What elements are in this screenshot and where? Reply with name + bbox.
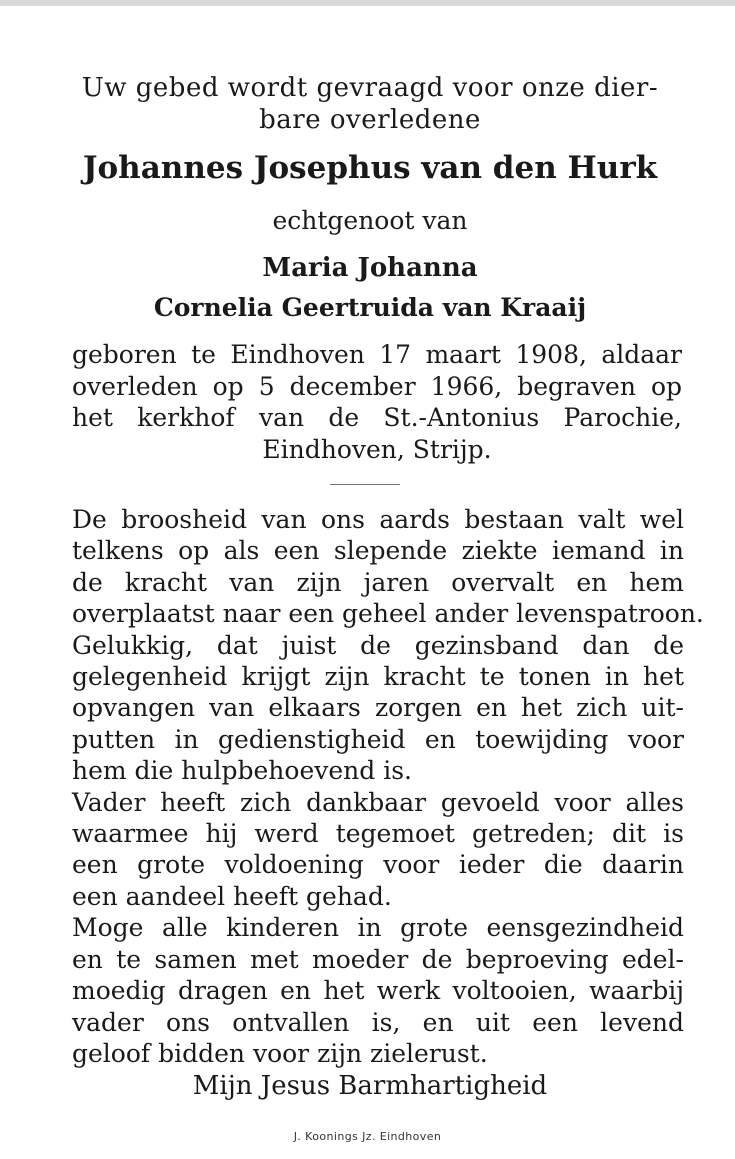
body-line: en te samen met moeder de beproeving edel- [72, 944, 684, 974]
intro-text [60, 72, 680, 136]
spouse-name-line2: Cornelia Geertruida van Kraaij [153, 293, 587, 322]
body-line: overplaatst naar een geheel ander levenspatroon. [72, 599, 704, 629]
closing-prayer: Mijn Jesus Barmhartigheid [192, 1071, 548, 1101]
intro-line: Uw gebed wordt gevraagd voor onze dier- [81, 73, 659, 103]
memorial-card [0, 6, 735, 1159]
bio-line: geboren te Eindhoven 17 maart 1908, aldaar [72, 340, 682, 369]
body-line: een grote voldoening voor ieder die daarin [72, 850, 684, 880]
divider [330, 484, 400, 485]
body-line: opvangen van elkaars zorgen en het zich uit- [72, 693, 684, 723]
body-line: gelegenheid krijgt zijn kracht te tonen in het [72, 662, 684, 692]
body-line: putten in gedienstigheid en toewijding voor [72, 724, 684, 754]
body-line: een aandeel heeft gehad. [72, 881, 392, 911]
body-line: vader ons ontvallen is, en uit een levend [72, 1007, 684, 1037]
body-line: hem die hulpbehoevend is. [72, 756, 412, 786]
body-line: De broosheid van ons aards bestaan valt wel [72, 505, 684, 534]
spouse-label: echtgenoot van [272, 206, 468, 235]
body-line: Gelukkig, dat juist de gezinsband dan de [72, 630, 684, 660]
deceased-name: Johannes Josephus van den Hurk [82, 150, 658, 186]
biography [72, 339, 682, 465]
bio-line: overleden op 5 december 1966, begraven op [72, 371, 682, 401]
body-text [72, 504, 704, 1069]
body-line: de kracht van zijn jaren overvalt en hem [72, 567, 684, 597]
printer-credit: J. Koonings Jz. Eindhoven [293, 1130, 442, 1143]
spouse-name-line1: Maria Johanna [262, 253, 478, 283]
body-line: waarmee hij werd tegemoet getreden; dit is [72, 819, 684, 849]
body-line: Vader heeft zich dankbaar gevoeld voor alles [72, 787, 684, 817]
body-line: moedig dragen en het werk voltooien, waarbij [72, 976, 684, 1006]
body-line: telkens op als een slepende ziekte iemand in [72, 536, 684, 566]
bio-line: Eindhoven, Strijp. [262, 434, 492, 464]
body-line: geloof bidden voor zijn zielerust. [72, 1038, 488, 1068]
bio-line: het kerkhof van de St.-Antonius Parochie, [72, 403, 682, 432]
intro-line: bare overledene [259, 105, 481, 135]
body-line: Moge alle kinderen in grote eensgezindheid [72, 913, 684, 943]
